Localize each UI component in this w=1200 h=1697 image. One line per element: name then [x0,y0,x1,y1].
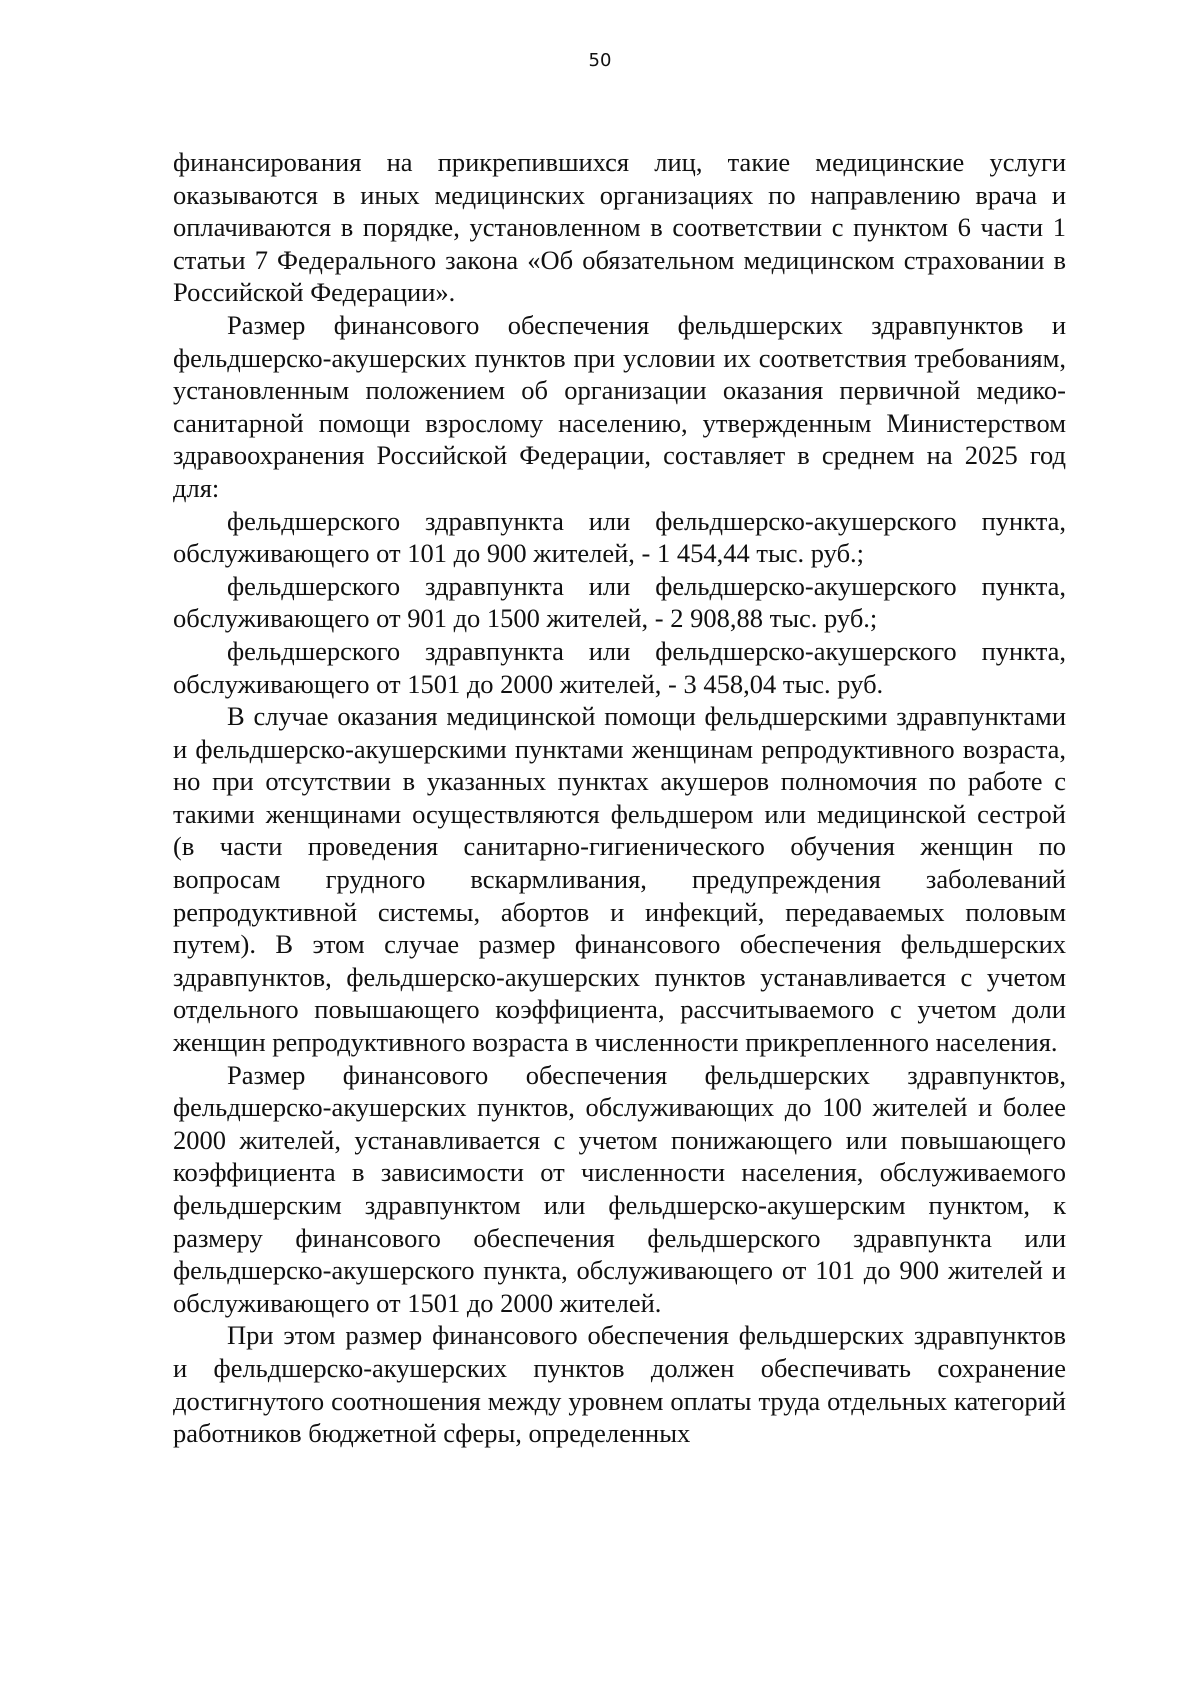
paragraph-4: фельдшерского здравпункта или фельдшерско-акушерского пункта, обслуживающего от 901 до 1500 жителей, - 2 908,88 тыс. руб.; [173,570,1066,634]
page-number: 50 [588,50,612,71]
paragraph-7: Размер финансового обеспечения фельдшерских здравпунктов, фельдшерско-акушерских пунктов, обслуживающих до 100 жителей и более 2000 жителей, устанавливается с учетом понижающего или повышающего коэффициента в зависимости от численности населения, обслуживаемого фельдшерским здравпунктом или фельдшерско-акушерским пунктом, к размеру финансового обеспечения фельдшерского здравпункта или фельдшерско-акушерского пункта, обслуживающего от 101 до 900 жителей и обслуживающего от 1501 до 2000 жителей. [173,1059,1066,1318]
paragraph-3: фельдшерского здравпункта или фельдшерско-акушерского пункта, обслуживающего от 101 до 900 жителей, - 1 454,44 тыс. руб.; [173,505,1066,569]
paragraph-8: При этом размер финансового обеспечения фельдшерских здравпунктов и фельдшерско-акушерских пунктов должен обеспечивать сохранение достигнутого соотношения между уровнем оплаты труда отдельных категорий работников бюджетной сферы, определенных [173,1320,1066,1449]
paragraph-6: В случае оказания медицинской помощи фельдшерскими здравпунктами и фельдшерско-акушерскими пунктами женщинам репродуктивного возраста, но при отсутствии в указанных пунктах акушеров полномочия по работе с такими женщинами осуществляются фельдшером или медицинской сестрой (в части проведения санитарно-гигиенического обучения женщин по вопросам грудного вскармливания, предупреждения заболеваний репродуктивной системы, абортов и инфекций, передаваемых половым путем). В этом случае размер финансового обеспечения фельдшерских здравпунктов, фельдшерско-акушерских пунктов устанавливается с учетом отдельного повышающего коэффициента, рассчитываемого с учетом доли женщин репродуктивного возраста в численности прикрепленного населения. [173,701,1066,1058]
paragraph-1: финансирования на прикрепившихся лиц, такие медицинские услуги оказываются в иных медицинских организациях по направлению врача и оплачиваются в порядке, установленном в соответствии с пунктом 6 части 1 статьи 7 Федерального закона «Об обязательном медицинском страховании в Российской Федерации». [173,147,1066,308]
paragraph-5: фельдшерского здравпункта или фельдшерско-акушерского пункта, обслуживающего от 1501 до 2000 жителей, - 3 458,04 тыс. руб. [173,635,1066,699]
document-body [173,146,1066,1450]
paragraph-2: Размер финансового обеспечения фельдшерских здравпунктов и фельдшерско-акушерских пунктов при условии их соответствия требованиям, установленным положением об организации оказания первичной медико-санитарной помощи взрослому населению, утвержденным Министерством здравоохранения Российской Федерации, составляет в среднем на 2025 год для: [173,309,1066,503]
